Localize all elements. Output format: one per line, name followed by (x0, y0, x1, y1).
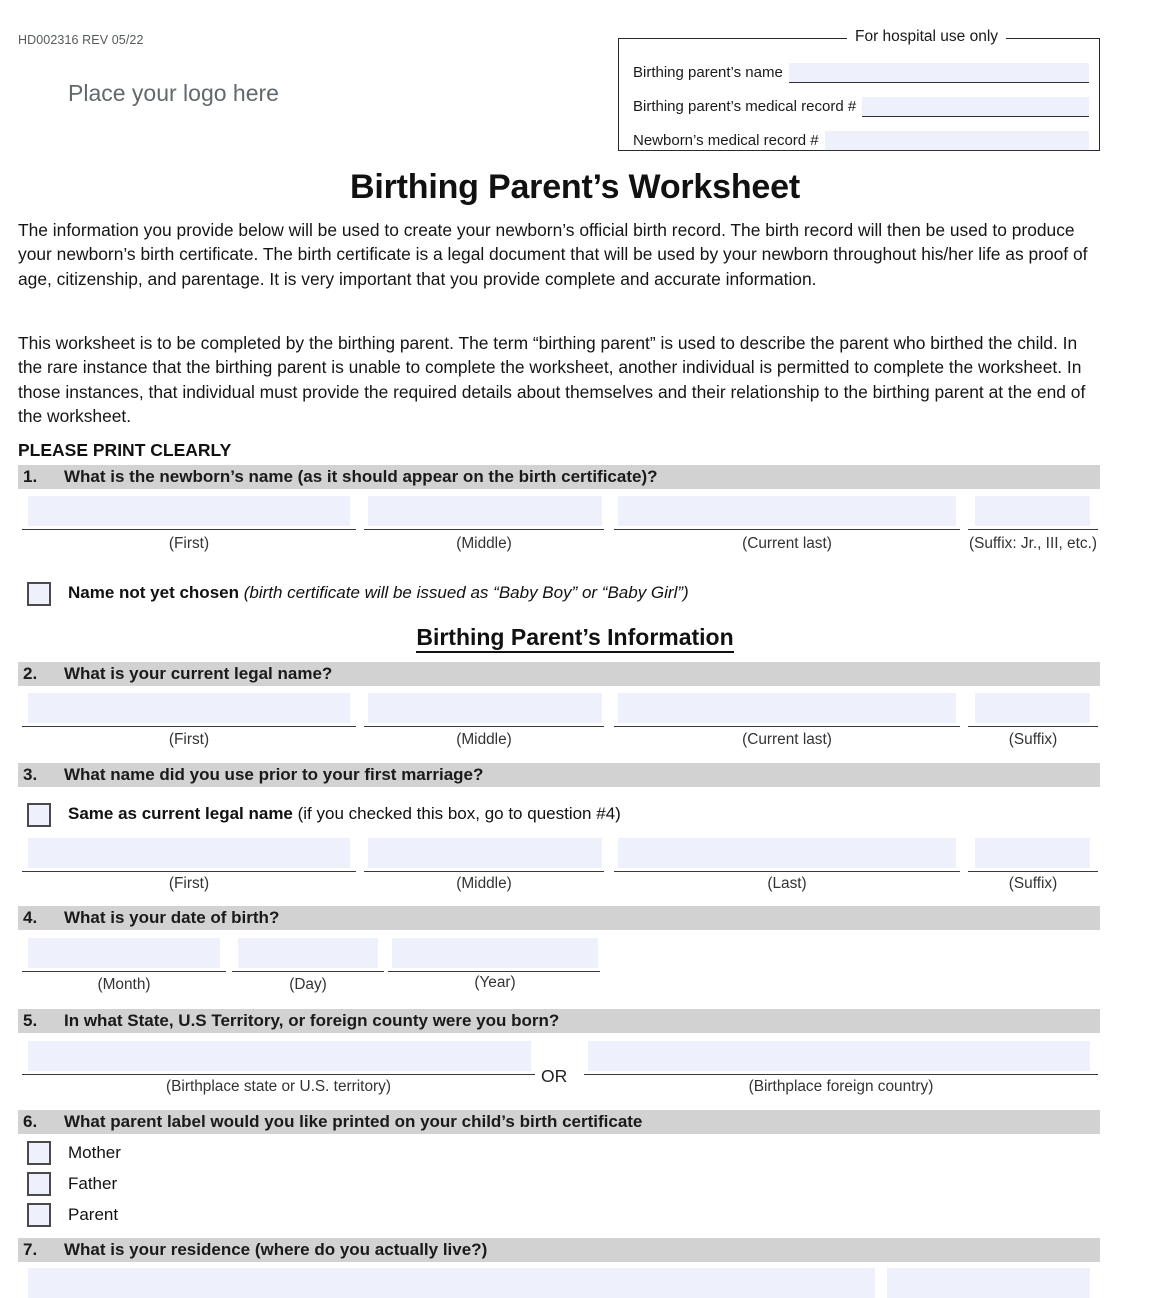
question-1-bar (18, 465, 1100, 489)
legal-suffix-input[interactable] (975, 693, 1090, 723)
question-6-number: 6. (23, 1112, 38, 1131)
prior-middle-name-rule (364, 871, 604, 872)
checkbox-name-not-yet-chosen[interactable] (27, 582, 51, 606)
birthplace-country-input[interactable] (588, 1041, 1090, 1071)
prior-middle-name-input[interactable] (368, 838, 602, 868)
hospital-use-box (618, 28, 1100, 151)
dob-month-caption: (Month) (97, 976, 151, 993)
newborn-middle-name-rule (364, 529, 604, 530)
dob-year-caption: (Year) (474, 974, 516, 991)
newborn-suffix-rule (968, 529, 1098, 530)
question-3-text: What name did you use prior to your first marriage? (64, 765, 484, 784)
dob-month-rule (22, 971, 226, 972)
question-4-bar (18, 906, 1100, 930)
prior-suffix-rule (968, 871, 1098, 872)
checkbox-same-as-current-legal-name-label (68, 804, 621, 824)
legal-middle-name-input[interactable] (368, 693, 602, 723)
checkbox-same-as-current-legal-name[interactable] (27, 803, 51, 827)
prior-first-name-input[interactable] (28, 838, 350, 868)
prior-first-name-caption: (First) (168, 875, 210, 892)
checkbox-parent-label-mother[interactable] (27, 1141, 51, 1165)
birthplace-state-input[interactable] (28, 1041, 531, 1071)
question-4-number: 4. (23, 908, 38, 927)
section-heading-birthing-parent-info (0, 624, 1150, 651)
birthplace-country-caption: (Birthplace foreign country) (748, 1078, 934, 1095)
birthplace-state-rule (22, 1074, 535, 1075)
birthplace-country-rule (584, 1074, 1098, 1075)
legal-middle-name-rule (364, 726, 604, 727)
question-7-number: 7. (23, 1240, 38, 1259)
hospital-parent-mrn-label: Birthing parent’s medical record # (633, 98, 857, 115)
logo-placeholder: Place your logo here (68, 80, 279, 106)
prior-suffix-input[interactable] (975, 838, 1090, 868)
prior-last-name-caption: (Last) (767, 875, 807, 892)
question-6-bar (18, 1110, 1100, 1134)
legal-last-name-caption: (Current last) (742, 731, 832, 748)
hospital-row-parent-name (633, 63, 1089, 83)
hospital-parent-name-input[interactable] (789, 63, 1089, 83)
legal-first-name-input[interactable] (28, 693, 350, 723)
newborn-last-name-rule (614, 529, 960, 530)
legal-first-name-caption: (First) (168, 731, 210, 748)
question-1-number: 1. (23, 467, 38, 486)
checkbox-name-not-yet-chosen-bold: Name not yet chosen (68, 583, 239, 602)
question-2-number: 2. (23, 664, 38, 683)
checkbox-parent-label-mother-label: Mother (68, 1143, 121, 1162)
checkbox-parent-label-father-label: Father (68, 1174, 118, 1193)
legal-suffix-caption: (Suffix) (1008, 731, 1058, 748)
hospital-newborn-mrn-input[interactable] (825, 131, 1089, 151)
dob-month-input[interactable] (28, 938, 220, 968)
question-3-number: 3. (23, 765, 38, 784)
dob-day-rule (232, 971, 384, 972)
legal-middle-name-caption: (Middle) (456, 731, 512, 748)
hospital-parent-mrn-input[interactable] (862, 97, 1089, 117)
newborn-last-name-caption: (Current last) (742, 535, 832, 552)
question-5-bar (18, 1009, 1100, 1033)
hospital-parent-name-label: Birthing parent’s name (633, 64, 783, 81)
question-5-text: In what State, U.S Territory, or foreign county were you born? (64, 1011, 560, 1030)
hospital-row-newborn-mrn (633, 131, 1089, 151)
question-7-text: What is your residence (where do you actually live?) (64, 1240, 488, 1259)
page-title: Birthing Parent’s Worksheet (350, 168, 800, 206)
checkbox-parent-label-parent-label: Parent (68, 1205, 119, 1224)
or-divider: OR (541, 1066, 568, 1086)
question-3-bar (18, 763, 1100, 787)
hospital-row-parent-mrn (633, 97, 1089, 117)
checkbox-same-name-bold: Same as current legal name (68, 804, 293, 823)
prior-middle-name-caption: (Middle) (456, 875, 512, 892)
prior-first-name-rule (22, 871, 356, 872)
newborn-suffix-input[interactable] (975, 496, 1090, 526)
intro-paragraph-1: The information you provide below will be used to create your newborn’s official birth record. The birth record will then be used to produce your newborn’s birth certificate. The birth certificate is a legal document that will be used by your newborn throughout his/her life as proof of age, citizenship, and parentage. It is very important that you provide complete and accurate information. (18, 220, 1088, 289)
dob-year-rule (388, 971, 600, 972)
form-code: HD002316 REV 05/22 (18, 33, 144, 47)
prior-suffix-caption: (Suffix) (1008, 875, 1058, 892)
newborn-first-name-caption: (First) (168, 535, 210, 552)
legal-first-name-rule (22, 726, 356, 727)
newborn-suffix-caption: (Suffix: Jr., III, etc.) (968, 535, 1097, 552)
birthplace-state-caption: (Birthplace state or U.S. territory) (166, 1078, 391, 1095)
question-1-text: What is the newborn’s name (as it should appear on the birth certificate)? (64, 467, 658, 486)
section-heading-text: Birthing Parent’s Information (416, 624, 733, 653)
question-6-text: What parent label would you like printed on your child’s birth certificate (64, 1112, 643, 1131)
prior-last-name-input[interactable] (618, 838, 956, 868)
newborn-first-name-rule (22, 529, 356, 530)
question-7-bar (18, 1238, 1100, 1262)
hospital-use-legend: For hospital use only (847, 28, 1006, 46)
newborn-middle-name-caption: (Middle) (456, 535, 512, 552)
dob-year-input[interactable] (392, 938, 598, 968)
legal-suffix-rule (968, 726, 1098, 727)
checkbox-same-name-normal: (if you checked this box, go to question #4) (292, 804, 621, 823)
checkbox-name-not-yet-chosen-italic: (birth certificate will be issued as “Baby Boy” or “Baby Girl”) (239, 583, 689, 602)
print-clearly-notice: PLEASE PRINT CLEARLY (18, 440, 232, 460)
legal-last-name-input[interactable] (618, 693, 956, 723)
dob-day-input[interactable] (238, 938, 378, 968)
legal-last-name-rule (614, 726, 960, 727)
newborn-first-name-input[interactable] (28, 496, 350, 526)
prior-last-name-rule (614, 871, 960, 872)
question-4-text: What is your date of birth? (64, 908, 280, 927)
newborn-middle-name-input[interactable] (368, 496, 602, 526)
hospital-newborn-mrn-label: Newborn’s medical record # (633, 132, 819, 149)
checkbox-parent-label-father[interactable] (27, 1172, 51, 1196)
intro-paragraph-2: This worksheet is to be completed by the birthing parent. The term “birthing parent” is used to describe the parent who birthed the child. In the rare instance that the birthing parent is unable to complete the worksheet, another individual is permitted to complete the worksheet. In those instances, that individual must provide the required details about themselves and their relationship to the birthing parent at the end of the worksheet. (18, 333, 1086, 426)
dob-day-caption: (Day) (289, 976, 327, 993)
question-5-number: 5. (23, 1011, 38, 1030)
newborn-last-name-input[interactable] (618, 496, 956, 526)
question-2-text: What is your current legal name? (64, 664, 333, 683)
checkbox-name-not-yet-chosen-label (68, 583, 689, 603)
question-2-bar (18, 662, 1100, 686)
checkbox-parent-label-parent[interactable] (27, 1203, 51, 1227)
